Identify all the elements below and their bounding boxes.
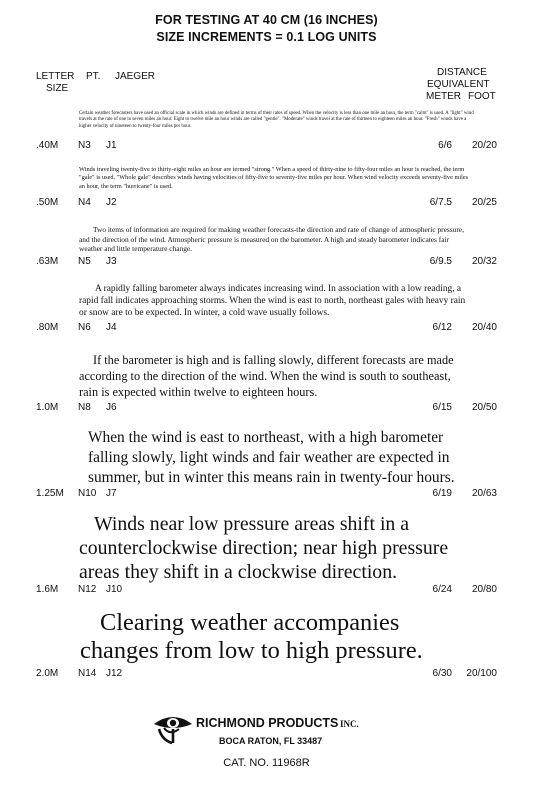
foot-equivalent: 20/100 (466, 668, 497, 679)
reading-paragraph-n14: Clearing weather accompanies changes from low to high pressure. (80, 609, 423, 664)
reading-paragraph-n10: When the wind is east to northeast, with a high barometer falling slowly, light winds and fair weather are expected in summer, but in winter this means rain in twenty-four hours. (88, 429, 455, 486)
letter-size: 2.0M (36, 668, 59, 679)
foot-equivalent: 20/20 (471, 140, 497, 151)
point-size: N14 (78, 668, 97, 679)
pt-heading: PT. (86, 71, 101, 82)
jaeger-size: J2 (106, 197, 117, 208)
chart-title: FOR TESTING AT 40 CM (16 INCHES) (155, 13, 378, 27)
letter-size: 1.25M (36, 488, 64, 499)
meter-heading: METER (426, 91, 461, 102)
eye-logo-icon (152, 712, 194, 746)
meter-equivalent: 6/15 (432, 402, 452, 413)
foot-equivalent: 20/63 (471, 488, 497, 499)
point-size: N6 (78, 322, 91, 333)
foot-equivalent: 20/32 (471, 256, 497, 267)
foot-heading: FOOT (468, 91, 496, 102)
point-size: N8 (78, 402, 91, 413)
foot-equivalent: 20/80 (471, 584, 497, 595)
reading-paragraph-n5: Two items of information are required for making weather forecasts-the direction and rate of change of atmospheric pressure, and the direction of the wind. Atmospheric pressure is measured on the barometer. A high and steady barometer indicates fair weather and little temperature change. (79, 225, 464, 254)
letter-size: 1.6M (36, 584, 59, 595)
letter-size: .80M (36, 322, 59, 333)
jaeger-size: J10 (106, 584, 123, 595)
point-size: N4 (78, 197, 91, 208)
chart-subtitle: SIZE INCREMENTS = 0.1 LOG UNITS (156, 30, 377, 44)
distance-heading: DISTANCE (437, 67, 487, 78)
jaeger-size: J6 (106, 402, 117, 413)
size-heading: SIZE (46, 83, 69, 94)
foot-equivalent: 20/40 (471, 322, 497, 333)
meter-equivalent: 6/30 (432, 668, 452, 679)
letter-size: .40M (36, 140, 59, 151)
brand-address: BOCA RATON, FL 33487 (219, 736, 323, 746)
jaeger-size: J7 (106, 488, 117, 499)
meter-equivalent: 6/24 (432, 584, 452, 595)
reading-paragraph-n8: If the barometer is high and is falling slowly, different forecasts are made according to the direction of the wind. When the wind is south to southeast, rain is expected within twelve to eighteen hours. (79, 353, 454, 399)
reading-paragraph-n3: Certain weather forecasters have used an official scale in which winds are defined in terms of their rates of speed. When the velocity is less than one mile an hour, the term "calm" is used. A "light" wind travels at the rate of one to seven miles an hour. Eight to twelve mile an hour winds are called "gentle". "Moderate" winds travel at the rate of thirteen to eighteen miles an hour. "Fresh" winds have a higher velocity of nineteen to twenty-four miles per hour. (79, 111, 474, 129)
reading-paragraph-n12: Winds near low pressure areas shift in a counterclockwise direction; near high pressure areas they shift in a clockwise direction. (79, 513, 449, 583)
brand-inc: INC. (340, 719, 359, 729)
point-size: N10 (78, 488, 97, 499)
reading-paragraph-n4: Winds traveling twenty-five to thirty-eight miles an hour are termed "strong." When a speed of thirty-nine to fifty-four miles an hour is reached, the term "gale" is used. "Whole gale" describes winds having velocities of fifty-five to seventy-five miles per hour. When wind velocity exceeds seventy-five miles an hour, the term "hurricane" is used. (79, 166, 469, 190)
jaeger-size: J1 (106, 140, 117, 151)
foot-equivalent: 20/25 (471, 197, 497, 208)
meter-equivalent: 6/9.5 (429, 256, 452, 267)
point-size: N3 (78, 140, 91, 151)
letter-size: 1.0M (36, 402, 59, 413)
meter-equivalent: 6/6 (438, 140, 452, 151)
meter-equivalent: 6/12 (432, 322, 452, 333)
point-size: N5 (78, 256, 91, 267)
catalog-number: CAT. NO. 11968R (223, 757, 310, 769)
letter-size: .63M (36, 256, 59, 267)
letter-size: .50M (36, 197, 59, 208)
letter-heading: LETTER (36, 71, 75, 82)
foot-equivalent: 20/50 (471, 402, 497, 413)
brand-name: RICHMOND PRODUCTS (196, 716, 339, 730)
jaeger-size: J12 (106, 668, 123, 679)
meter-equivalent: 6/7.5 (429, 197, 452, 208)
reading-paragraph-n6: A rapidly falling barometer always indicates increasing wind. In association with a low reading, a rapid fall indicates approaching storms. When the wind is east to north, northeast gales with heavy rain or snow are to be expected. In winter, a cold wave usually follows. (79, 284, 466, 318)
jaeger-size: J3 (106, 256, 117, 267)
meter-equivalent: 6/19 (432, 488, 452, 499)
point-size: N12 (78, 584, 97, 595)
equivalent-heading: EQUIVALENT (427, 79, 490, 90)
jaeger-heading: JAEGER (115, 71, 156, 82)
jaeger-size: J4 (106, 322, 117, 333)
